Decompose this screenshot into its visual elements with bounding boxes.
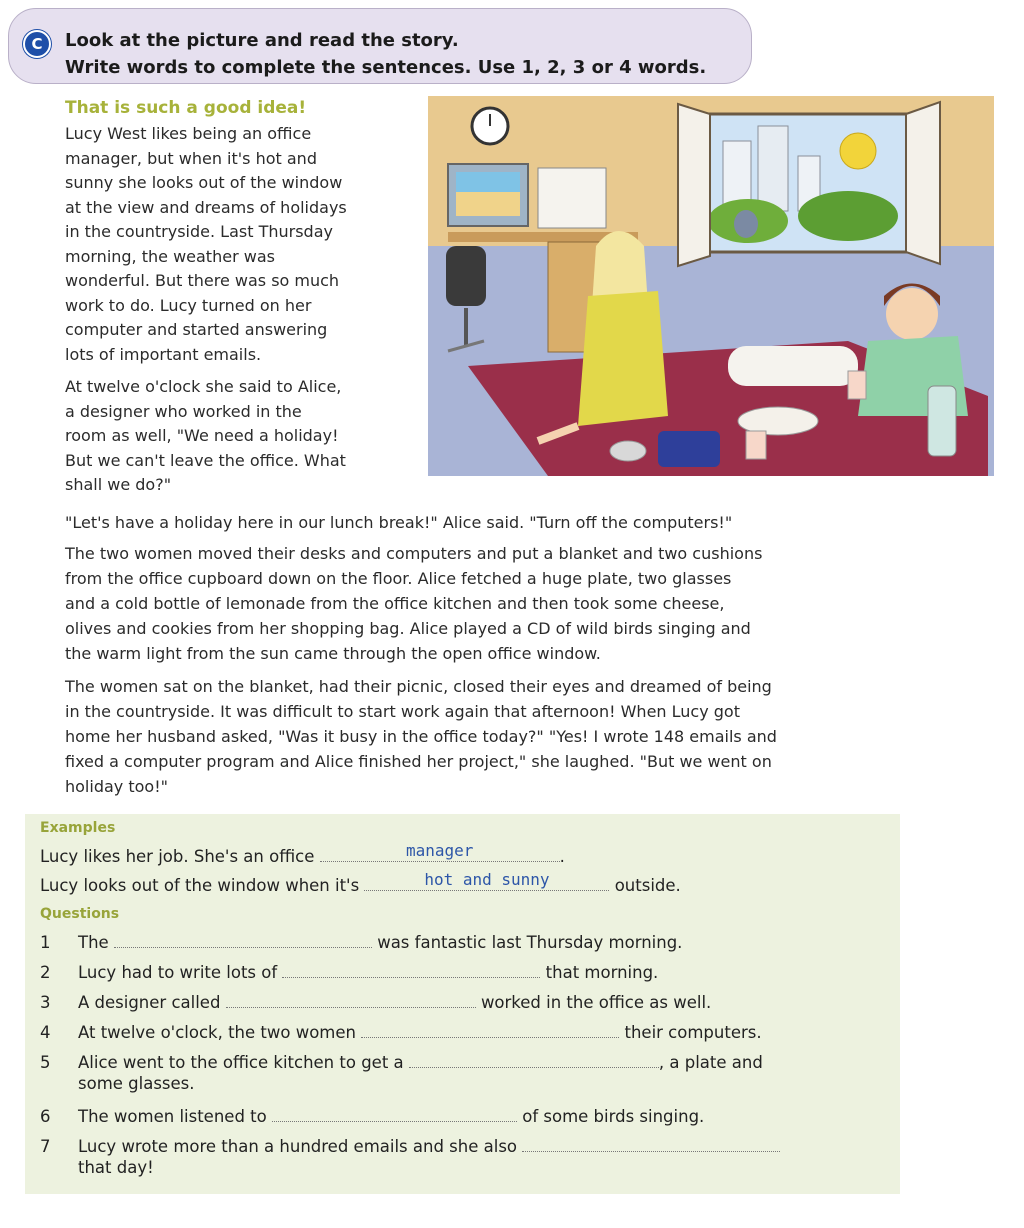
glass [848, 371, 866, 399]
answer-blank[interactable] [409, 1050, 659, 1068]
question-5-continuation: some glasses. [78, 1074, 195, 1093]
example-1 [40, 841, 565, 866]
question-text: At twelve o'clock, the two women [78, 1023, 356, 1042]
story-paragraph-5 [65, 674, 925, 799]
story-line: the warm light from the sun came through the open office window. [65, 644, 601, 663]
story-line: morning, the weather was [65, 246, 275, 266]
example-text: . [559, 847, 565, 866]
story-paragraph-1 [65, 122, 420, 367]
story-line: home her husband asked, "Was it busy in the office today?" "Yes! I wrote 148 emails and [65, 727, 777, 746]
story-title: That is such a good idea! [65, 98, 307, 118]
story-line: But we can't leave the office. What [65, 450, 346, 470]
example-answer: manager [405, 841, 474, 860]
instruction-line-1: Look at the picture and read the story. [65, 30, 459, 51]
answer-blank[interactable] [226, 990, 476, 1008]
story-line: at the view and dreams of holidays [65, 197, 347, 217]
section-badge: C [23, 30, 51, 58]
question-text: A designer called [78, 993, 221, 1012]
answer-blank[interactable] [282, 960, 540, 978]
question-text: that morning. [545, 963, 659, 982]
question-text: Alice went to the office kitchen to get a [78, 1053, 404, 1072]
question-number: 6 [40, 1107, 51, 1126]
story-line: in the countryside. Last Thursday [65, 222, 333, 241]
question-number: 2 [40, 963, 51, 982]
story-line: holiday too!" [65, 777, 168, 796]
story-line: manager, but when it's hot and [65, 148, 317, 168]
story-line: The two women moved their desks and computers and put a blanket and two cushions [65, 544, 763, 563]
question-3 [40, 990, 711, 1012]
story-line: The women sat on the blanket, had their picnic, closed their eyes and dreamed of being [65, 677, 772, 696]
answer-blank[interactable] [272, 1104, 517, 1122]
paper-stack [538, 168, 606, 228]
question-text: worked in the office as well. [480, 993, 712, 1012]
question-text: of some birds singing. [522, 1107, 705, 1126]
question-text: was fantastic last Thursday morning. [377, 933, 683, 952]
question-number: 5 [40, 1053, 51, 1072]
question-2 [40, 960, 658, 982]
example-text: outside. [614, 876, 681, 895]
question-text: The women listened to [78, 1107, 267, 1126]
question-number: 1 [40, 933, 51, 952]
question-7-continuation: that day! [78, 1158, 154, 1177]
story-paragraph-4 [65, 541, 925, 666]
story-line: work to do. Lucy turned on her [65, 295, 312, 315]
question-text: Lucy had to write lots of [78, 963, 278, 982]
cd-disc [610, 441, 646, 461]
story-paragraph-2 [65, 375, 420, 498]
story-line: and a cold bottle of lemonade from the office kitchen and then took some cheese, [65, 594, 725, 613]
story-line: in the countryside. It was difficult to start work again that afternoon! When Lucy got [65, 702, 740, 721]
questions-label: Questions [40, 906, 120, 922]
example-2 [40, 870, 681, 895]
question-1 [40, 930, 682, 952]
examples-label: Examples [40, 820, 116, 836]
story-line: shall we do?" [65, 475, 172, 494]
office-picnic-illustration [428, 96, 994, 476]
story-line: olives and cookies from her shopping bag. Alice played a CD of wild birds singing and [65, 619, 751, 638]
window [678, 102, 940, 266]
question-text: , a plate and [658, 1053, 763, 1072]
question-4 [40, 1020, 762, 1042]
answer-blank[interactable] [522, 1134, 780, 1152]
clock-icon [472, 108, 508, 144]
question-5 [40, 1050, 763, 1072]
question-text: The [78, 933, 109, 952]
instruction-line-2: Write words to complete the sentences. Use 1, 2, 3 or 4 words. [65, 57, 707, 78]
question-number: 4 [40, 1023, 51, 1042]
monitor [448, 164, 528, 226]
story-line: lots of important emails. [65, 344, 262, 364]
cd-player [658, 431, 720, 467]
lemonade-bottle [928, 386, 956, 456]
story-line: a designer who worked in the [65, 401, 302, 421]
answer-blank[interactable] [114, 930, 372, 948]
story-line: "Let's have a holiday here in our lunch break!" Alice said. "Turn off the computers!" [65, 513, 733, 532]
question-number: 7 [40, 1137, 51, 1156]
story-line: computer and started answering [65, 320, 328, 339]
question-number: 3 [40, 993, 51, 1012]
story-line: At twelve o'clock she said to Alice, [65, 377, 342, 396]
answer-blank[interactable] [361, 1020, 619, 1038]
glass [746, 431, 766, 459]
story-paragraph-3 [65, 510, 925, 535]
story-line: room as well, "We need a holiday! [65, 426, 339, 445]
story-line: sunny she looks out of the window [65, 173, 343, 192]
story-column [65, 122, 420, 498]
story-line: fixed a computer program and Alice finished her project," she laughed. "But we went on [65, 752, 772, 771]
example-text: Lucy looks out of the window when it's [40, 876, 360, 895]
question-text: Lucy wrote more than a hundred emails and she also [78, 1137, 518, 1156]
example-answer: hot and sunny [424, 870, 550, 889]
answer-blank [364, 870, 609, 891]
answer-blank [320, 841, 560, 862]
question-7 [40, 1134, 780, 1156]
example-text: Lucy likes her job. She's an office [40, 847, 315, 866]
question-6 [40, 1104, 704, 1126]
story-line: from the office cupboard down on the floor. Alice fetched a huge plate, two glasses [65, 569, 732, 588]
story-line: Lucy West likes being an office [65, 124, 312, 143]
question-text: their computers. [624, 1023, 762, 1042]
story-line: wonderful. But there was so much [65, 271, 340, 290]
